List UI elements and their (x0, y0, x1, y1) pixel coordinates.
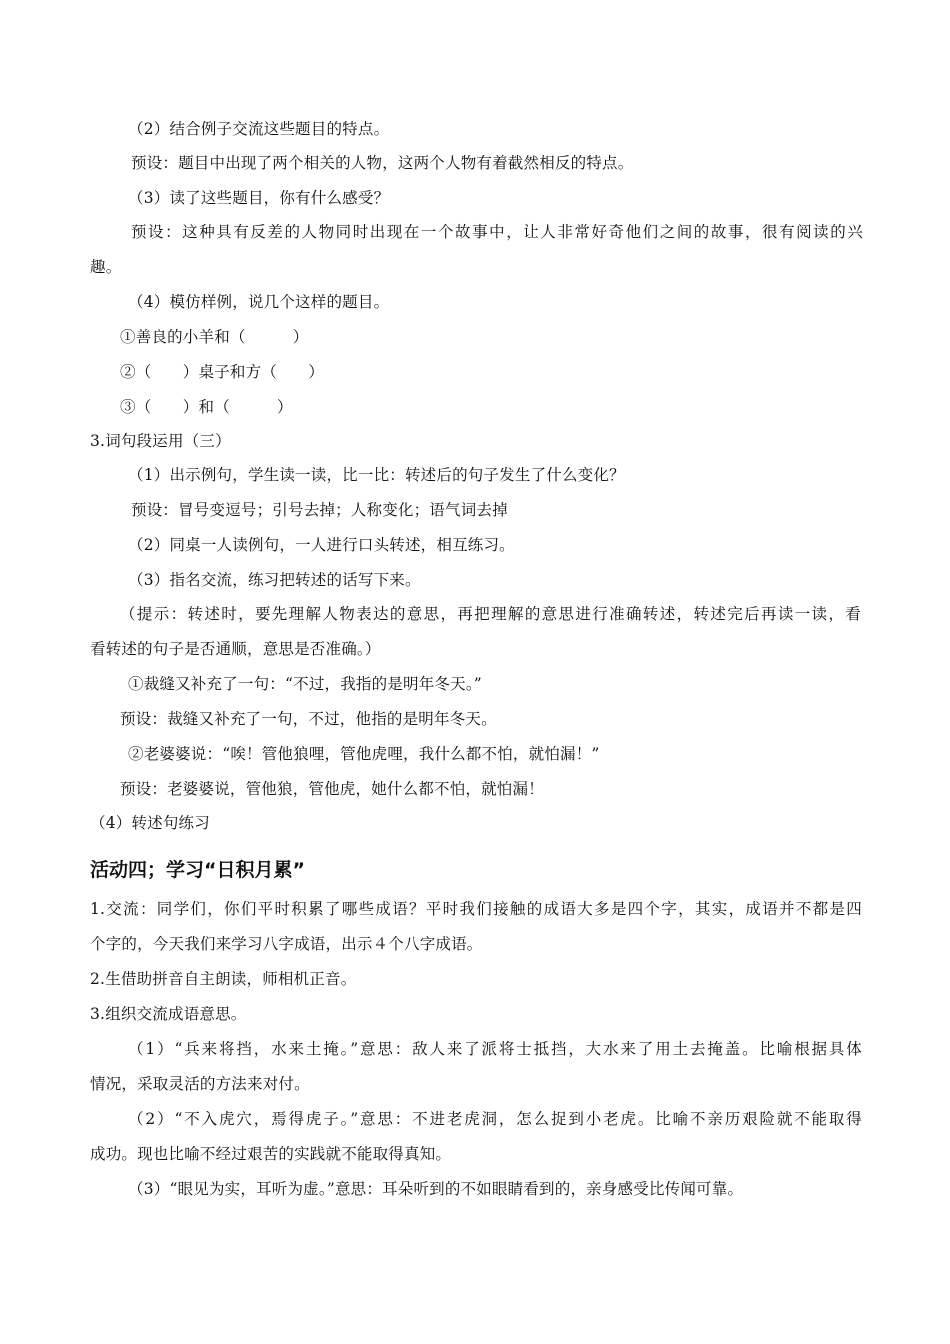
text-line: （3）指名交流，练习把转述的话写下来。 (128, 571, 421, 589)
text-line: 3.组织交流成语意思。 (90, 1005, 247, 1023)
text-line: （提示：转述时，要先理解人物表达的意思，再把理解的意思进行准确转述，转述完后再读一读，看 (120, 605, 861, 623)
text-line: 2.生借助拼音自主朗读，师相机正音。 (90, 970, 357, 988)
text-line: ③（ ）和（ ） (120, 398, 293, 416)
text-line: ①裁缝又补充了一句：“不过，我指的是明年冬天。” (128, 675, 482, 693)
text-line: 看转述的句子是否通顺，意思是否准确。） (90, 640, 381, 658)
text-line: 预设：裁缝又补充了一句，不过，他指的是明年冬天。 (120, 710, 497, 728)
text-line: 预设：题目中出现了两个相关的人物，这两个人物有着截然相反的特点。 (131, 154, 634, 172)
text-line: ①善良的小羊和（ ） (120, 328, 309, 346)
text-line: 预设：老婆婆说，管他狼，管他虎，她什么都不怕，就怕漏！ (120, 780, 544, 798)
text-line: 1.交流：同学们，你们平时积累了哪些成语？平时我们接触的成语大多是四个字，其实，成语并不都是四 (90, 900, 862, 918)
text-line: ②老婆婆说：“唉！管他狼哩，管他虎哩，我什么都不怕，就怕漏！” (128, 745, 600, 763)
text-line: （1）“兵来将挡，水来土掩。”意思：敌人来了派将士抵挡，大水来了用土去掩盖。比喻根据具体 (128, 1040, 862, 1058)
text-line: （2）“不入虎穴，焉得虎子。”意思：不进老虎洞，怎么捉到小老虎。比喻不亲历艰险就不能取得 (128, 1110, 862, 1128)
text-line: 预设：冒号变逗号；引号去掉；人称变化；语气词去掉 (131, 501, 508, 519)
text-line: （4）模仿样例，说几个这样的题目。 (128, 293, 390, 311)
text-line: （4）转述句练习 (90, 814, 210, 832)
text-line: （2）结合例子交流这些题目的特点。 (128, 120, 390, 138)
text-line: 预设：这种具有反差的人物同时出现在一个故事中，让人非常好奇他们之间的故事，很有阅读的兴 (131, 223, 863, 241)
text-line: ②（ ）桌子和方（ ） (120, 363, 325, 381)
text-line: （1）出示例句，学生读一读，比一比：转述后的句子发生了什么变化？ (128, 466, 625, 484)
text-line: 趣。 (90, 258, 122, 276)
text-line: （2）同桌一人读例句，一人进行口头转述，相互练习。 (128, 536, 515, 554)
section-title: 3.词句段运用（三） (90, 432, 231, 450)
text-line: 个字的，今天我们来学习八字成语，出示４个八字成语。 (90, 935, 483, 953)
text-line: （3）读了这些题目，你有什么感受？ (128, 189, 390, 207)
activity-heading: 活动四；学习“日积月累” (90, 859, 305, 881)
text-line: （3）“眼见为实，耳听为虚。”意思：耳朵听到的不如眼睛看到的，亲身感受比传闻可靠。 (128, 1180, 744, 1198)
text-line: 成功。现也比喻不经过艰苦的实践就不能取得真知。 (90, 1145, 452, 1163)
text-line: 情况，采取灵活的方法来对付。 (90, 1075, 310, 1093)
